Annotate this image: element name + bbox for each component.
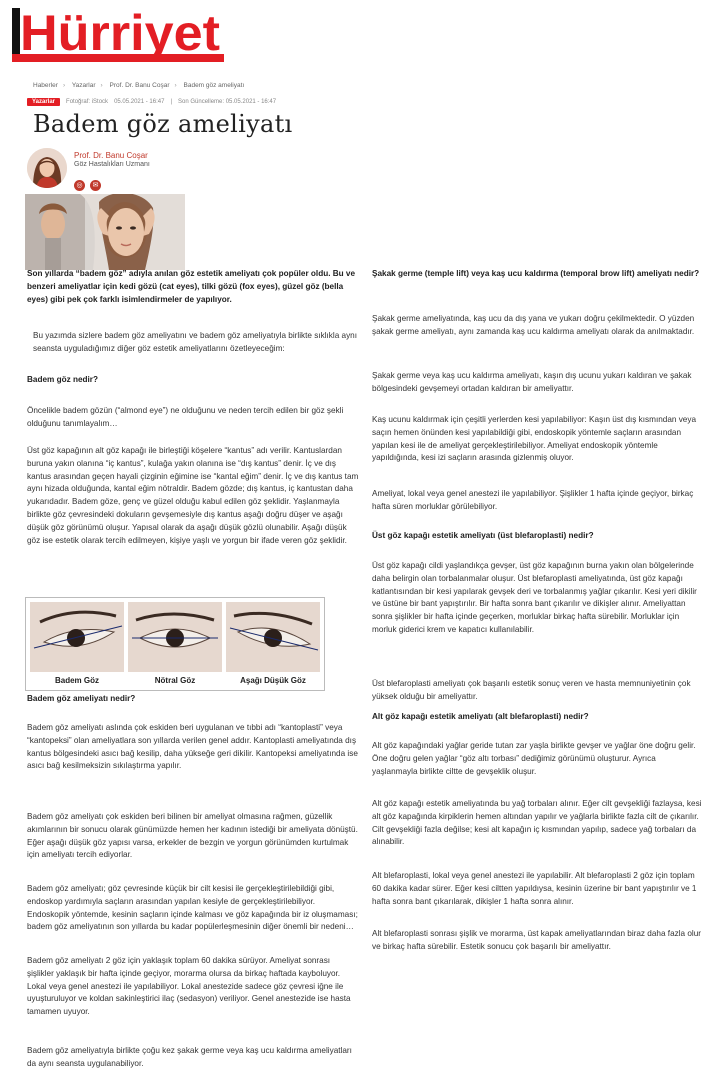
section-heading: Üst göz kapağı estetik ameliyatı (üst blefaroplasti) nedir?: [372, 531, 594, 540]
paragraph: [27, 445, 359, 547]
paragraph: [372, 488, 702, 514]
droopy-eye-image: [226, 602, 320, 672]
paragraph-text: Şakak germe ameliyatında, kaş ucu da dış yana ve yukarı doğru çekilmektedir. O yüzden şakak germe ameliyatı, aynı zamanda kaş ucu kaldırma ameliyatı olarak da anılmaktadır.: [372, 314, 695, 336]
eye-shapes-figure: [25, 597, 325, 691]
paragraph: [372, 414, 702, 465]
paragraph: [27, 722, 359, 773]
breadcrumb-item-author[interactable]: Prof. Dr. Banu Coşar: [109, 82, 170, 89]
paragraph-text: Badem göz ameliyatı 2 göz için yaklaşık toplam 60 dakika sürüyor. Ameliyat sonrası şişlikler yaklaşık bir hafta içinde geçiyor, morarma olursa da birkaç haftada kayboluyor. Lokal veya genel anestezi ile yapılabiliyor. Lokal anestezide sadece göz çevresi iğne ile uyuşturuluyor ve koldan sakinleştirici ilaç (sedasyon) veriliyor. Genel anestezide ise hasta tamamen uyuyor.: [27, 956, 351, 1017]
intro-text: Bu yazımda sizlere badem göz ameliyatını ve badem göz ameliyatıyla birlikte sıklıkla aynı seansta uyguladığımız diğer göz estetik ameliyatlarını özetleyeceğim:: [33, 331, 358, 353]
neutral-eye-image: [128, 602, 222, 672]
breadcrumb-item-current: Badem göz ameliyatı: [183, 82, 245, 89]
paragraph-text: Badem göz ameliyatıyla birlikte çoğu kez şakak germe veya kaş ucu kaldırma ameliyatları da aynı seansta uygulanabiliyor.: [27, 1046, 352, 1068]
breadcrumb-item-yazarlar[interactable]: Yazarlar: [71, 82, 96, 89]
figure-caption: Aşağı Düşük Göz: [240, 676, 306, 685]
paragraph: [27, 405, 359, 431]
category-badge[interactable]: Yazarlar: [27, 98, 60, 106]
author-name[interactable]: Prof. Dr. Banu Coşar: [74, 151, 148, 160]
paragraph-text: Alt göz kapağındaki yağlar geride tutan zar yaşla birlikte gevşer ve yağlar öne doğru gelir. Öne doğru gelen yağlar “göz altı torbası” dediğimiz görünümü oluşturur. Ayrıca yaşlanmayla birlikte ciltte de gevşeklik oluşur.: [372, 741, 696, 776]
article-meta: [27, 98, 276, 106]
figure-caption: Nötral Göz: [154, 676, 196, 685]
paragraph: [372, 740, 702, 778]
paragraph: [27, 955, 359, 1019]
paragraph-text: Öncelikle badem gözün (“almond eye”) ne olduğunu ve neden tercih edilen bir göz şekli olduğunu tanımlayalım…: [27, 406, 344, 428]
section-heading: Alt göz kapağı estetik ameliyatı (alt blefaroplasti) nedir?: [372, 712, 589, 721]
paragraph: [372, 370, 702, 396]
breadcrumb-item-haberler[interactable]: Haberler: [33, 82, 58, 89]
breadcrumb: [33, 82, 249, 89]
paragraph: [372, 798, 702, 849]
breadcrumb-separator: ›: [174, 82, 177, 89]
almond-eye-image: [30, 602, 124, 672]
intro-paragraph: [33, 330, 358, 356]
section-heading: Badem göz ameliyatı nedir?: [27, 694, 136, 703]
paragraph-text: Şakak germe veya kaş ucu kaldırma ameliyatı, kaşın dış ucunu yukarı kaldıran ve şakak bölgesindeki gevşemeyi ortadan kaldıran bir ameliyattır.: [372, 371, 692, 393]
paragraph: [27, 811, 359, 862]
paragraph: [372, 313, 702, 339]
section-alt-blefaroplasti: [372, 711, 702, 724]
page-title: Badem göz ameliyatı: [33, 110, 293, 138]
section-badem-goz: [27, 374, 359, 387]
paragraph-text: Alt göz kapağı estetik ameliyatında bu yağ torbaları alınır. Eğer cilt gevşekliği fazlaysa, kesi alt göz kapağında kirpiklerin hemen altından yapılır ve yağlarla birlikte fazla cilt de çıkarılır. Cilt gevşekliği fazla değilse; kesi alt kapağın iç kısmından yapılıp, sadece yağ torbaları da alınabilir.: [372, 799, 702, 847]
paragraph-text: Kaş ucunu kaldırmak için çeşitli yerlerden kesi yapılabiliyor: Kaşın üst dış kısmından veya saçın hemen önünden kesi yapılabildiği gibi, endoskopik yöntemle saçların arasından yapılan kesi ile de ameliyat gerçekleştirilebiliyor. Ameliyat endoskopik yöntemle yapıldığında, kesi izi saçların arasında gizlenmiş oluyor.: [372, 415, 697, 463]
paragraph: [372, 870, 702, 908]
paragraph-text: Alt blefaroplasti sonrası şişlik ve morarma, üst kapak ameliyatlarından biraz daha fazla olur ve birkaç hafta sürebilir. Estetik sonucu çok başarılı bir ameliyattır.: [372, 929, 702, 951]
paragraph-text: Badem göz ameliyatı çok eskiden beri bilinen bir ameliyat olmasına rağmen, güzellik akımlarının bir sonucu olarak günümüzde hemen her kadının istediği bir ameliyata dönüştü. Eğer aşağı düşük göz yapısı varsa, erkekler de bezgin ve yorgun görünümden kurtulmak için ameliyatı tercih ediyorlar.: [27, 812, 358, 860]
lead-paragraph: [27, 268, 359, 306]
author-title: Göz Hastalıkları Uzmanı: [74, 161, 150, 168]
paragraph-text: Ameliyat, lokal veya genel anestezi ile yapılabiliyor. Şişlikler 1 hafta içinde geçiyor, birkaç hafta süren morluklar görülebiliyor.: [372, 489, 694, 511]
photo-credit: Fotoğraf: iStock: [66, 99, 109, 105]
section-heading: Badem göz nedir?: [27, 375, 98, 384]
section-heading: Şakak germe (temple lift) veya kaş ucu kaldırma (temporal brow lift) ameliyatı nedir?: [372, 269, 700, 278]
paragraph-text: Üst göz kapağının alt göz kapağı ile birleştiği köşelere “kantus” adı verilir. Kantuslardan buruna yakın olanına “iç kantus”, kulağa yakın olanına ise “dış kantus” denir. İç ve dış kantus arasından geçen hayali çizginin eğimine ise “kantal eğim” denir. İç ve dış kantus tam aynı hizada olduğunda, kantal eğim nötraldir. Badem gözde; dış kantus, iç kantustan daha yukarıdadır. Badem göze, genç ve güzel olduğu kabul edilen göz şeklidir. Yaşlanmayla birlikte göz çevresindeki dokuların gevşemesiyle dış kantus aşağı doğru düşer ve aşağı düşük göz görünümü oluşur. Yapısal olarak da aşağı düşük gözlü olunabilir. Aşağı düşük göz ise estetik olarak tercih edilmeyen, kişiye yaşlı ve yorgun bir ifade veren göz şeklidir.: [27, 446, 359, 545]
paragraph-text: Üst blefaroplasti ameliyatı çok başarılı estetik sonuç veren ve hasta memnuniyetinin çok yüksek olduğu bir ameliyattır.: [372, 679, 691, 701]
hero-image: [25, 194, 185, 270]
paragraph-text: Üst göz kapağı cildi yaşlandıkça gevşer, üst göz kapağının burna yakın olan bölgelerinde daha belirgin olan torbalanmalar oluşur. Üst blefaroplasti ameliyatında, üst göz kapağı katlantısından bir kesi yapılarak gevşek deri ve torbalanmış yağlar çıkarılır. Kesi yeri dikilir ve üstüne bir bant yapıştırılır. Bir hafta sonra bant çıkarılır ve dikişler alınır. Ameliyattan sonra şişlikler bir hafta içinde geçerken, morluklar birkaç hafta sürebilir. Morluklar için morluk giderici krem ve kapatıcı kullanılabilir.: [372, 561, 697, 634]
meta-separator: |: [170, 99, 173, 105]
paragraph-text: Badem göz ameliyatı; göz çevresinde küçük bir cilt kesisi ile gerçekleştirilebildiği gibi, endoskop yardımıyla saçların arasından yapılan kesiyle de gerçekleştirilebiliyor. Endoskopik yöntemde, kesinin saçların içinde kalması ve göz kapağında bir iz oluşmaması; badem göz ameliyatının son yıllarda bu kadar popülerleşmesinin diğer önemli bir nedeni…: [27, 884, 358, 932]
breadcrumb-separator: ›: [100, 82, 103, 89]
paragraph: [372, 678, 702, 704]
email-icon[interactable]: ✉: [90, 180, 101, 191]
paragraph: [27, 883, 359, 934]
instagram-icon[interactable]: ◎: [74, 180, 85, 191]
hurriyet-logo[interactable]: [12, 2, 224, 62]
updated-date: Son Güncelleme: 05.05.2021 - 16:47: [178, 99, 277, 105]
section-badem-goz-ameliyati: [27, 693, 359, 706]
author-avatar[interactable]: [27, 148, 67, 188]
published-date: 05.05.2021 - 16:47: [114, 99, 165, 105]
paragraph: [27, 1045, 359, 1071]
logo-wordmark: Hürriyet: [20, 5, 221, 61]
section-ust-blefaroplasti: [372, 530, 702, 543]
figure-caption: Badem Göz: [54, 676, 99, 685]
paragraph: [372, 560, 702, 637]
section-sakak-germe: [372, 268, 702, 281]
paragraph-text: Badem göz ameliyatı aslında çok eskiden beri uygulanan ve tıbbi adı “kantoplasti” veya “kantopeksi” olan ameliyatlara son yıllarda verilen genel addır. Kantoplasti ameliyatında dış kantus bölgesindeki asıcı bağ kesilip, daha yükseğe geri dikilir. Kantopeksi ameliyatında ise asıcı bağ kesilmeksizin sıkılaştırma yapılır.: [27, 723, 358, 771]
breadcrumb-separator: ›: [62, 82, 66, 89]
paragraph: [372, 928, 702, 954]
lead-text: Son yıllarda “badem göz” adıyla anılan göz estetik ameliyatı çok popüler oldu. Bu ve benzeri ameliyatlar için kedi gözü (cat eyes), tilki gözü (fox eyes), güzel göz (bella eyes) gibi pek çok farklı isimlendirmeler de yapılıyor.: [27, 269, 356, 304]
paragraph-text: Alt blefaroplasti, lokal veya genel anestezi ile yapılabilir. Alt blefaroplasti 2 göz için toplam 60 dakika kadar sürer. Eğer kesi ciltten yapıldıysa, kesinin üzerine bir bant yapıştırılır ve 1 hafta sonra bant çıkarılarak, dikişler 1 hafta sonra alınır.: [372, 871, 697, 906]
